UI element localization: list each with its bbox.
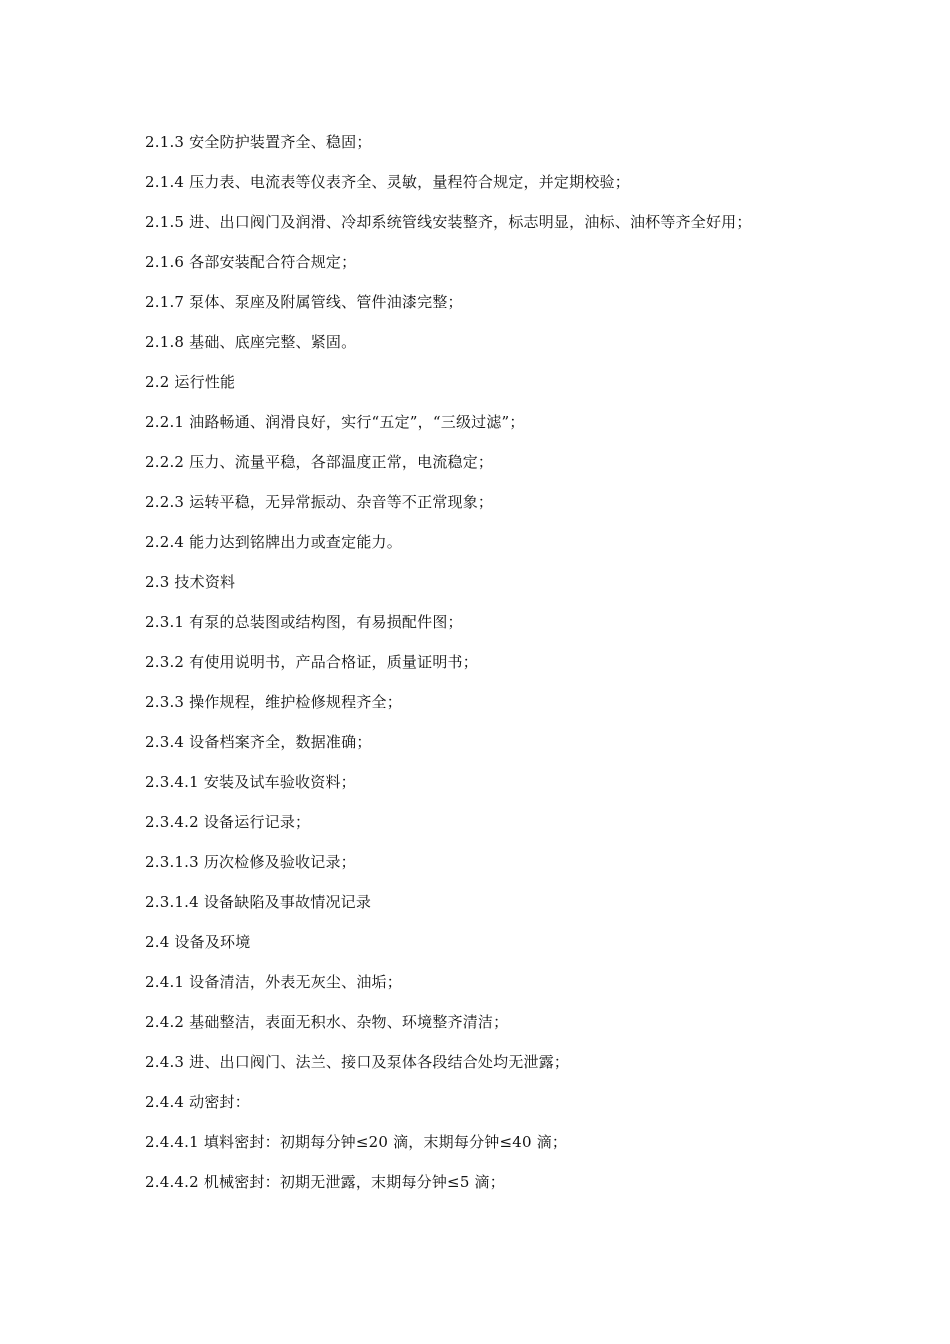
text-line: 2.1.7 泵体、泵座及附属管线、管件油漆完整；	[145, 293, 463, 311]
text-line: 2.1.4 压力表、电流表等仪表齐全、灵敏，量程符合规定，并定期校验；	[145, 173, 630, 191]
text-line: 2.4.1 设备清洁，外表无灰尘、油垢；	[145, 973, 402, 991]
text-line: 2.3.4.2 设备运行记录；	[145, 813, 311, 831]
section-heading: 2.4 设备及环境	[145, 933, 251, 951]
text-line: 2.3.1 有泵的总装图或结构图，有易损配件图；	[145, 613, 463, 631]
text-line: 2.3.4.1 安装及试车验收资料；	[145, 773, 356, 791]
text-line: 2.4.4.1 填料密封：初期每分钟≤20 滴，末期每分钟≤40 滴；	[145, 1133, 568, 1151]
text-line: 2.3.1.3 历次检修及验收记录；	[145, 853, 356, 871]
section-heading: 2.2 运行性能	[145, 373, 236, 391]
text-line: 2.4.2 基础整洁，表面无积水、杂物、环境整齐清洁；	[145, 1013, 509, 1031]
text-line: 2.1.6 各部安装配合符合规定；	[145, 253, 357, 271]
text-line: 2.2.4 能力达到铭牌出力或查定能力。	[145, 533, 402, 551]
text-line: 2.2.1 油路畅通、润滑良好，实行“五定”，“三级过滤”；	[145, 413, 525, 431]
section-heading: 2.3 技术资料	[145, 573, 236, 591]
text-line: 2.3.1.4 设备缺陷及事故情况记录	[145, 893, 372, 911]
text-line: 2.3.2 有使用说明书，产品合格证，质量证明书；	[145, 653, 478, 671]
text-line: 2.3.3 操作规程，维护检修规程齐全；	[145, 693, 402, 711]
text-line: 2.3.4 设备档案齐全，数据准确；	[145, 733, 372, 751]
document-body	[145, 128, 925, 1208]
text-line: 2.1.5 进、出口阀门及润滑、冷却系统管线安装整齐，标志明显，油标、油杯等齐全好用；	[145, 213, 752, 231]
text-line: 2.1.3 安全防护装置齐全、稳固；	[145, 133, 372, 151]
text-line: 2.4.3 进、出口阀门、法兰、接口及泵体各段结合处均无泄露；	[145, 1053, 570, 1071]
text-line: 2.2.2 压力、流量平稳，各部温度正常，电流稳定；	[145, 453, 494, 471]
text-line: 2.4.4.2 机械密封：初期无泄露，末期每分钟≤5 滴；	[145, 1173, 505, 1191]
text-line: 2.2.3 运转平稳，无异常振动、杂音等不正常现象；	[145, 493, 494, 511]
text-line: 2.1.8 基础、底座完整、紧固。	[145, 333, 357, 351]
text-line: 2.4.4 动密封：	[145, 1093, 250, 1111]
